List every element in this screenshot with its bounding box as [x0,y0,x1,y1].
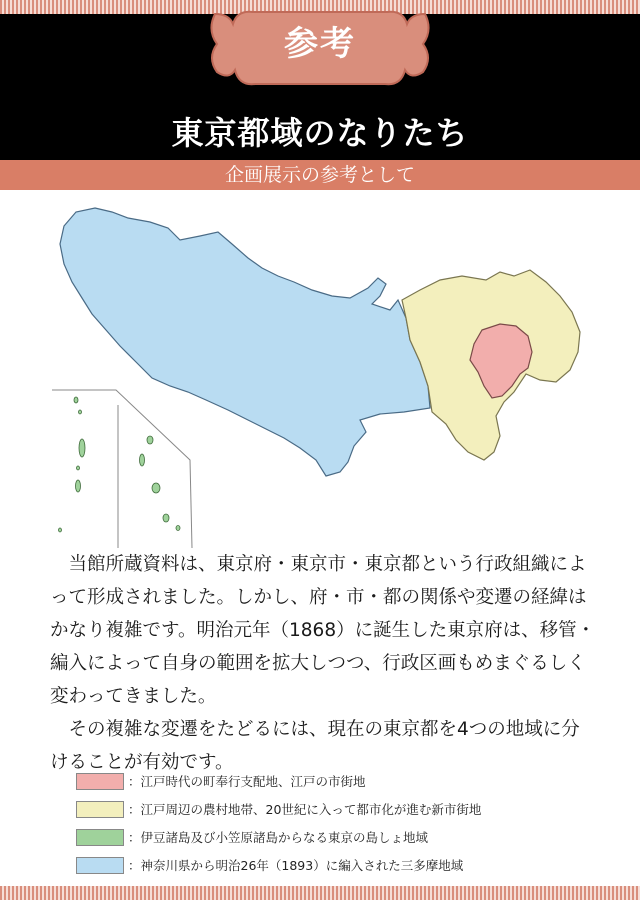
legend-swatch [76,857,124,874]
legend-item-suburbs [76,796,596,822]
island-group [59,397,181,532]
inset-frame [52,390,192,548]
legend-label: ：伊豆諸島及び小笠原諸島からなる東京の島しょ地域 [128,830,429,845]
legend-label: ：江戸周辺の農村地帯、20世紀に入って都市化が進む新市街地 [128,802,482,817]
legend-label: ：神奈川県から明治26年（1893）に編入された三多摩地域 [128,858,464,873]
legend-item-edo [76,768,596,794]
tokyo-map [0,190,640,550]
legend-item-tama [76,852,596,878]
paragraph-2: その複雑な変遷をたどるには、現在の東京都を4つの地域に分けることが有効です。 [50,719,580,773]
legend-item-islands [76,824,596,850]
page-title: 東京都域のなりたち [171,114,469,152]
legend-label: ：江戸時代の町奉行支配地、江戸の市街地 [128,774,366,789]
subtitle: 企画展示の参考として [0,160,640,190]
legend-swatch [76,773,124,790]
badge-label: 参考 [284,24,356,64]
body-text [50,548,598,779]
map-legend [76,768,596,880]
paragraph-1: 当館所蔵資料は、東京府・東京市・東京都という行政組織によって形成されました。しかし、府・市・都の関係や変遷の経緯はかなり複雑です。明治元年（1868）に誕生した東京府は、移管・編入によって自身の範囲を拡大しつつ、行政区画もめまぐるしく変わってきました。 [50,554,596,707]
legend-swatch [76,801,124,818]
bottom-pattern-band [0,886,640,900]
legend-swatch [76,829,124,846]
tama-region [60,208,430,476]
